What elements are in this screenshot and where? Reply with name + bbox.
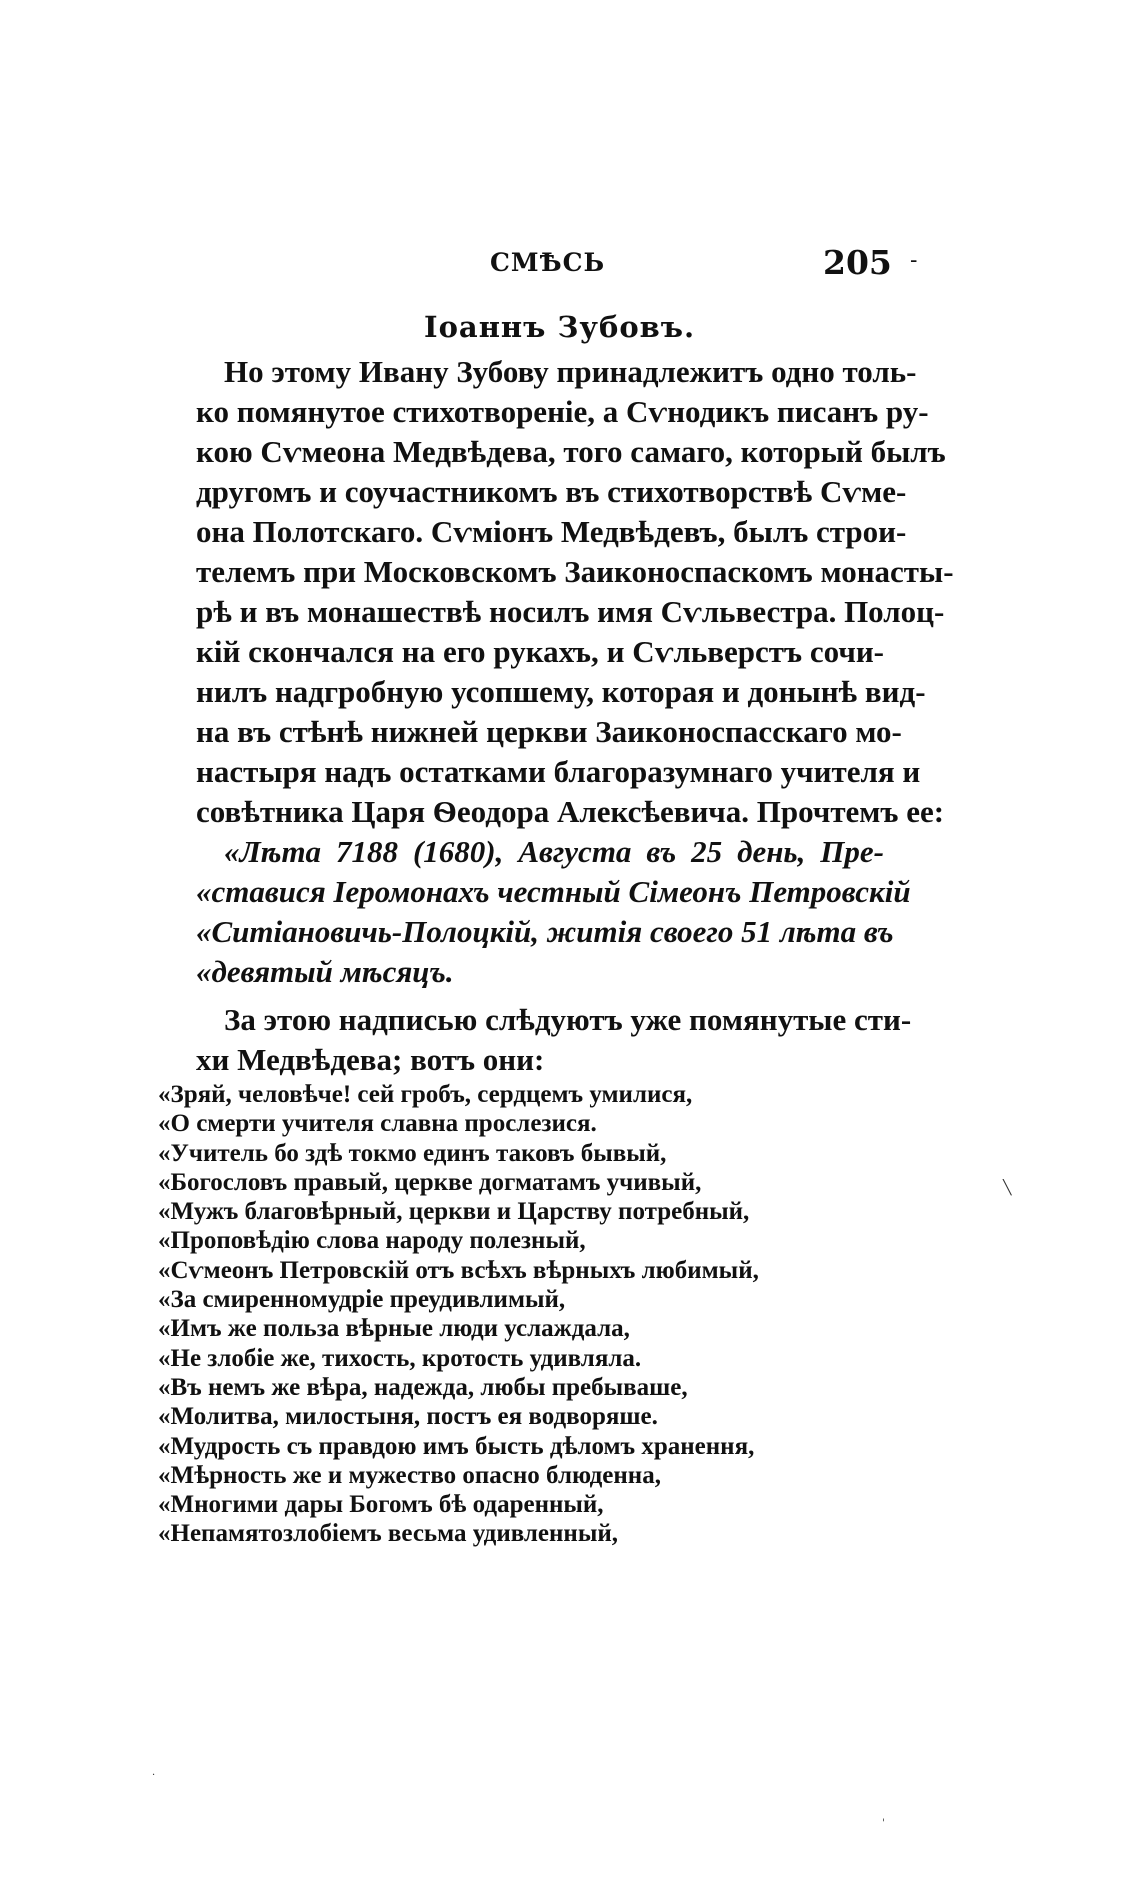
paragraph-2 xyxy=(196,1000,912,1080)
inscription-line: «девятый мѣсяцъ. xyxy=(196,954,454,989)
poem-line: «Сѵмеонъ Петровскій отъ всѣхъ вѣрныхъ любимый, xyxy=(158,1256,759,1284)
paragraph-line: кою Сѵмеона Медвѣдева, того самаго, который былъ xyxy=(196,434,946,469)
inscription-line: «ставися Іеромонахъ честный Сімеонъ Петровскій xyxy=(196,874,911,909)
page-number: 205 xyxy=(823,243,892,282)
running-head: СМѢСЬ xyxy=(490,248,606,277)
poem-line: «Богословъ правый, церкве догматамъ учивый, xyxy=(158,1168,702,1196)
paragraph-line: настыря надъ остатками благоразумнаго учителя и xyxy=(196,754,921,789)
inscription-line: «Лѣта 7188 (1680), Августа въ 25 день, Пре- xyxy=(224,834,884,869)
paragraph-line: другомъ и соучастникомъ въ стихотворствѣ Сѵме- xyxy=(196,474,907,509)
poem-line: «О смерти учителя славна прослезися. xyxy=(158,1110,597,1138)
paragraph-line: ко помянутое стихотвореніе, а Сѵнодикъ писанъ ру- xyxy=(196,394,929,429)
poem-line: «За смиренномудріе преудивлимый, xyxy=(158,1286,566,1314)
paragraph-line: совѣтника Царя Ѳеодора Алексѣевича. Прочтемъ ее: xyxy=(196,794,945,829)
poem-line: «Мужъ благовѣрный, церкви и Царству потребный, xyxy=(158,1198,750,1226)
inscription-quote xyxy=(196,832,911,992)
poem-line: «Учитель бо здѣ токмо единъ таковъ бывый, xyxy=(158,1139,667,1167)
paragraph-line: она Полотскаго. Сѵміонъ Медвѣдевъ, былъ строи- xyxy=(196,514,907,549)
paragraph-line: За этою надписью слѣдуютъ уже помянутые сти- xyxy=(224,1002,912,1037)
inscription-line: «Ситіановичь-Полоцкій, житія своего 51 лѣта въ xyxy=(196,914,894,949)
poem-line: «Имъ же польза вѣрные люди услаждала, xyxy=(158,1315,630,1343)
poem-line: «Проповѣдію слова народу полезный, xyxy=(158,1227,586,1255)
scan-speck: · xyxy=(152,1770,156,1781)
poem-line: «Зряй, человѣче! сей гробъ, сердцемъ умилися, xyxy=(158,1081,693,1108)
poem-line: «Мѣрность же и мужество опасно блюденна, xyxy=(158,1461,661,1489)
poem-line: «Молитва, милостыня, постъ ея водворяше. xyxy=(158,1403,658,1431)
poem-line: «Мудрость съ правдою имъ бысть дѣломъ хранення, xyxy=(158,1432,755,1460)
paragraph-line: нилъ надгробную усопшему, которая и донынѣ вид- xyxy=(196,674,926,709)
paragraph-line: кій скончался на его рукахъ, и Сѵльверстъ сочи- xyxy=(196,634,884,669)
poem-line: «Многими дары Богомъ бѣ одаренный, xyxy=(158,1491,604,1519)
scan-speck: ╲ xyxy=(1003,1180,1012,1196)
paragraph-line: телемъ при Московскомъ Заиконоспаскомъ монасты- xyxy=(196,554,954,589)
paragraph-line: Но этому Ивану Зубову принадлежитъ одно толь- xyxy=(224,354,917,389)
paragraph-line: рѣ и въ монашествѣ носилъ имя Сѵльвестра. Полоц- xyxy=(196,594,945,629)
scan-speck: ' xyxy=(882,1818,885,1829)
paragraph-line: хи Медвѣдева; вотъ они: xyxy=(196,1042,545,1077)
poem-verses xyxy=(158,1080,858,1549)
page-number-dash: - xyxy=(910,248,918,273)
paragraph-1 xyxy=(196,352,954,832)
poem-line: «Не злобіе же, тихость, кротость удивляла. xyxy=(158,1344,642,1372)
poem-line: «Непамятозлобіемъ весьма удивленный, xyxy=(158,1520,618,1548)
paragraph-line: на въ стѣнѣ нижней церкви Заиконоспасскаго мо- xyxy=(196,714,902,749)
section-heading: Іоаннъ Зубовъ. xyxy=(424,310,696,344)
poem-line: «Въ немъ же вѣра, надежда, любы пребываше, xyxy=(158,1373,688,1401)
